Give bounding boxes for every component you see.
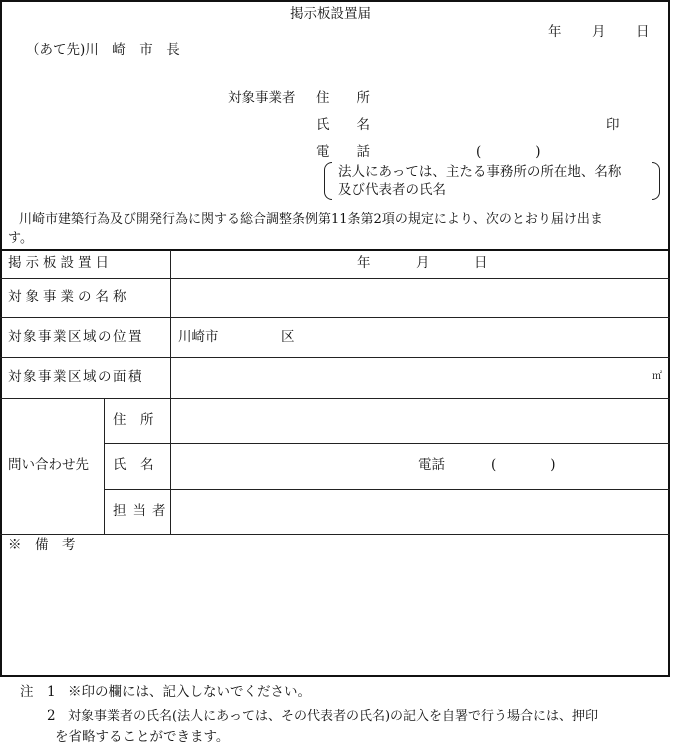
row-area-unit: ㎡: [652, 371, 662, 382]
note1-text: ※印の欄には、記入しないでください。: [68, 684, 311, 700]
applicant-phone-paren: ( ): [476, 144, 541, 160]
note-brace-right: [652, 162, 660, 200]
row-name-label: 対象事業の名称: [8, 289, 131, 305]
note-brace-left: [324, 162, 332, 200]
table-row-divider: [0, 398, 670, 399]
applicant-note-line1: 法人にあっては、主たる事務所の所在地、名称: [338, 164, 622, 180]
header-day: 日: [636, 24, 650, 40]
inquiry-address-label: 住 所: [113, 412, 154, 428]
note1-number: 1: [47, 684, 56, 700]
form-title: 掲示板設置届: [290, 6, 371, 22]
row-date-label: 掲示板設置日: [8, 255, 113, 271]
inquiry-label: 問い合わせ先: [8, 457, 89, 473]
row-date-year: 年: [357, 255, 371, 271]
table-row-divider: [0, 278, 670, 279]
applicant-phone-label: 電 話: [316, 144, 370, 160]
inquiry-row-divider: [104, 443, 670, 444]
note2-line2: を省略することができます。: [55, 729, 230, 745]
table-row-divider: [0, 357, 670, 358]
inquiry-phone-label: 電話: [418, 457, 445, 473]
table-row-divider: [0, 317, 670, 318]
header-year: 年: [548, 24, 562, 40]
statement-line2: す。: [8, 231, 33, 246]
seal-mark: 印: [606, 117, 620, 133]
applicant-address-label: 住 所: [316, 90, 370, 106]
table-row-divider: [0, 534, 670, 535]
header-month: 月: [592, 24, 606, 40]
table-top-border: [0, 249, 670, 251]
inquiry-person-label: 担当者: [113, 503, 172, 519]
row-location-city: 川崎市: [178, 329, 219, 345]
remarks-label: ※ 備 考: [8, 537, 76, 553]
row-date-day: 日: [474, 255, 488, 271]
applicant-note-line2: 及び代表者の氏名: [338, 182, 446, 198]
row-date-month: 月: [416, 255, 430, 271]
notes-heading: 注: [20, 684, 34, 700]
applicant-name-label: 氏 名: [316, 117, 370, 133]
inquiry-row-divider: [104, 489, 670, 490]
inquiry-column-divider: [104, 398, 105, 534]
row-area-label: 対象事業区域の面積: [8, 369, 143, 385]
note2-number: 2: [47, 708, 56, 724]
row-location-ward: 区: [281, 329, 295, 345]
row-location-label: 対象事業区域の位置: [8, 329, 143, 345]
statement-line1: 川崎市建築行為及び開発行為に関する総合調整条例第11条第2項の規定により、次のとおり届け出ま: [6, 212, 603, 227]
note2-line1: 対象事業者の氏名(法人にあっては、その代表者の氏名)の記入を自署で行う場合には、押印: [68, 709, 599, 724]
inquiry-phone-paren: ( ): [491, 457, 556, 473]
addressee: （あて先)川 崎 市 長: [26, 42, 180, 58]
label-column-divider: [170, 250, 171, 534]
inquiry-name-label: 氏 名: [113, 457, 154, 473]
applicant-label: 対象事業者: [228, 90, 296, 106]
